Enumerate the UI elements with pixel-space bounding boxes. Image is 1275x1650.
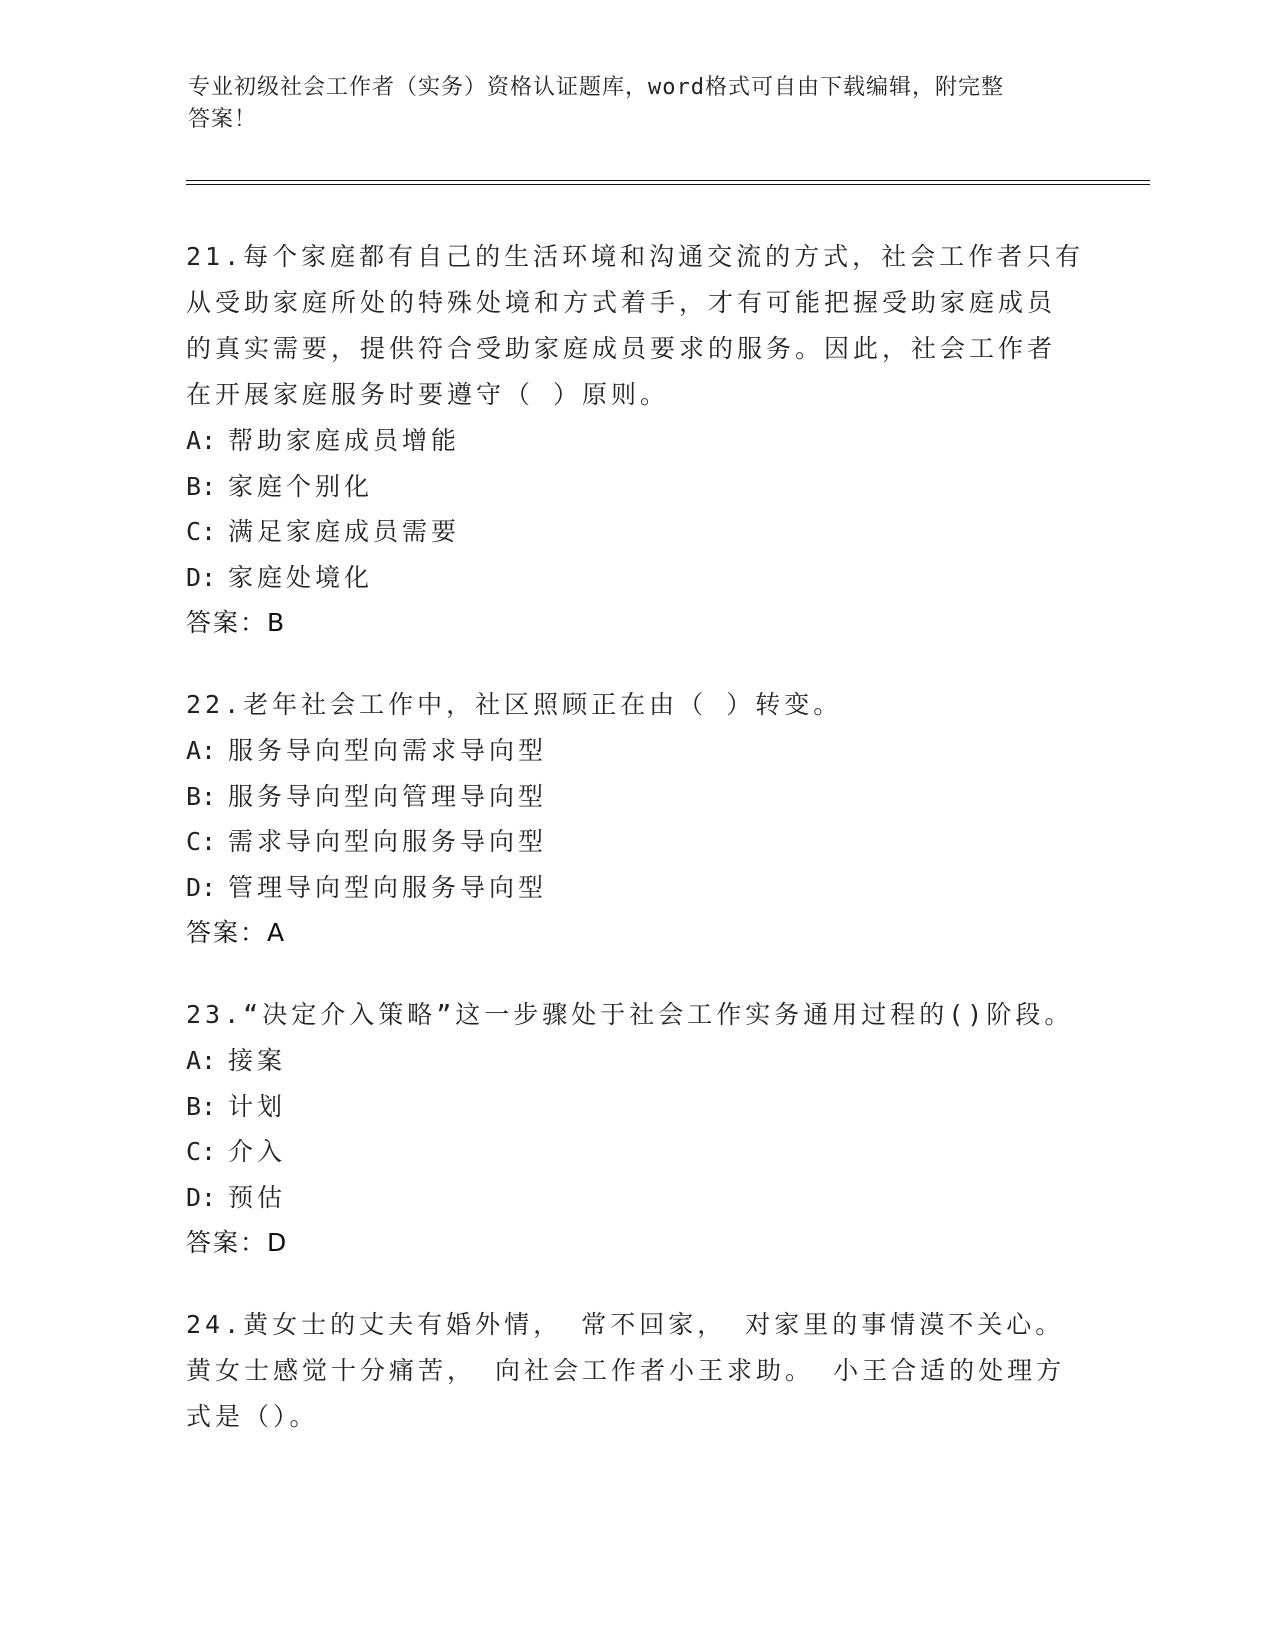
header-divider-top bbox=[186, 180, 1150, 181]
option-key: D: bbox=[186, 872, 217, 902]
header-line-2: 答案！ bbox=[188, 107, 258, 132]
option-text: 计划 bbox=[228, 1091, 287, 1121]
answer-line: 答案：D bbox=[186, 1228, 289, 1257]
question-stem-line: 22.老年社会工作中，社区照顾正在由（ ）转变。 bbox=[186, 690, 843, 719]
option-key: D: bbox=[186, 1182, 217, 1212]
option-d bbox=[186, 865, 1086, 911]
question-stem-line: 式是（）。 bbox=[186, 1402, 319, 1431]
answer-line: 答案：A bbox=[186, 918, 287, 947]
option-c bbox=[186, 1129, 1086, 1175]
option-d bbox=[186, 1175, 1086, 1221]
answer-line: 答案：B bbox=[186, 608, 287, 637]
option-key: C: bbox=[186, 1137, 217, 1166]
option-text: 介入 bbox=[228, 1137, 287, 1166]
question-24 bbox=[186, 1302, 1086, 1440]
option-text: 管理导向型向服务导向型 bbox=[228, 872, 548, 902]
option-b bbox=[186, 464, 1086, 510]
option-key: B: bbox=[186, 781, 217, 811]
question-stem-line: 的真实需要，提供符合受助家庭成员要求的服务。因此，社会工作者 bbox=[186, 334, 1057, 363]
option-a bbox=[186, 1038, 1086, 1084]
question-stem-line: 24.黄女士的丈夫有婚外情， 常不回家， 对家里的事情漠不关心。 bbox=[186, 1310, 1065, 1339]
question-stem-line: 21.每个家庭都有自己的生活环境和沟通交流的方式，社会工作者只有 bbox=[186, 242, 1085, 271]
question-stem-line: 23.“决定介入策略”这一步骤处于社会工作实务通用过程的()阶段。 bbox=[186, 1000, 1074, 1029]
option-text: 帮助家庭成员增能 bbox=[228, 426, 461, 455]
option-key: B: bbox=[186, 1091, 217, 1121]
option-key: A: bbox=[186, 426, 217, 455]
option-text: 接案 bbox=[228, 1046, 287, 1075]
option-text: 服务导向型向管理导向型 bbox=[228, 781, 548, 811]
option-key: C: bbox=[186, 827, 217, 856]
question-list bbox=[186, 234, 1086, 1476]
option-text: 家庭个别化 bbox=[228, 471, 374, 501]
option-c bbox=[186, 509, 1086, 555]
option-d bbox=[186, 555, 1086, 601]
option-key: C: bbox=[186, 517, 217, 546]
option-c bbox=[186, 819, 1086, 865]
option-text: 预估 bbox=[228, 1182, 287, 1212]
question-stem-line: 黄女士感觉十分痛苦， 向社会工作者小王求助。 小王合适的处理方 bbox=[186, 1356, 1066, 1385]
document-header bbox=[188, 72, 1078, 136]
option-key: A: bbox=[186, 736, 217, 765]
option-text: 家庭处境化 bbox=[228, 562, 374, 592]
option-text: 满足家庭成员需要 bbox=[228, 517, 461, 546]
option-text: 服务导向型向需求导向型 bbox=[228, 736, 548, 765]
question-stem-line: 从受助家庭所处的特殊处境和方式着手，才有可能把握受助家庭成员 bbox=[186, 288, 1057, 317]
question-21 bbox=[186, 234, 1086, 646]
option-b bbox=[186, 774, 1086, 820]
option-a bbox=[186, 418, 1086, 464]
question-stem-line: 在开展家庭服务时要遵守（ ）原则。 bbox=[186, 380, 670, 409]
option-a bbox=[186, 728, 1086, 774]
question-22 bbox=[186, 682, 1086, 956]
option-key: B: bbox=[186, 471, 217, 501]
header-line-1: 专业初级社会工作者（实务）资格认证题库，word格式可自由下载编辑，附完整 bbox=[188, 75, 1004, 100]
header-divider-bottom bbox=[186, 184, 1150, 185]
question-23 bbox=[186, 992, 1086, 1266]
option-key: A: bbox=[186, 1046, 217, 1075]
option-key: D: bbox=[186, 562, 217, 592]
option-b bbox=[186, 1084, 1086, 1130]
option-text: 需求导向型向服务导向型 bbox=[228, 827, 548, 856]
